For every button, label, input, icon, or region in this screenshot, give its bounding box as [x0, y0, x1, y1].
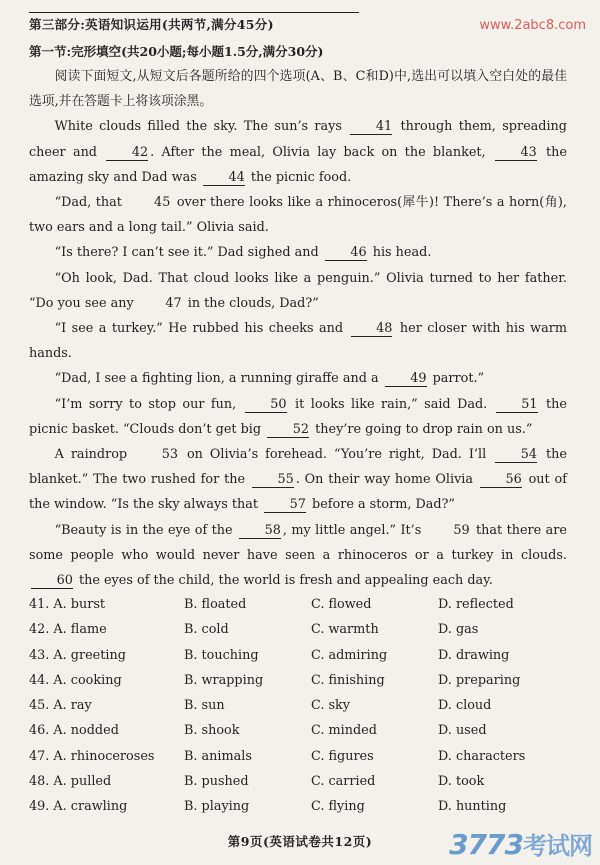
paragraph — [29, 392, 567, 442]
option-choice: B. shook — [184, 723, 240, 739]
passage-text: it looks like rain,” said Dad. — [288, 396, 494, 412]
passage-text: “I see a turkey.” He rubbed his cheeks and — [54, 321, 349, 337]
blank-41: 41 — [350, 120, 392, 135]
option-choice: C. admiring — [311, 647, 388, 663]
option-choice: 48. A. pulled — [29, 774, 112, 790]
blank-42: 42 — [106, 146, 148, 161]
option-choice: C. sky — [311, 698, 351, 714]
passage-text: , my little angel.” It’s — [282, 522, 426, 538]
option-choice: 47. A. rhinoceroses — [29, 748, 155, 764]
passage-text: . On their way home Olivia — [295, 472, 478, 488]
passage-text: parrot.” — [428, 371, 485, 387]
option-choice: D. hunting — [438, 799, 507, 815]
passage-text: A raindrop — [54, 447, 135, 463]
option-choice: B. floated — [184, 597, 247, 612]
option-row — [29, 769, 569, 794]
logo-number: 3773 — [449, 828, 523, 861]
passage-text: that there are some people who would never have seen a rhinoceros or a turkey in clouds. — [29, 522, 567, 563]
option-choice: 45. A. ray — [29, 698, 92, 714]
paragraph — [29, 114, 567, 190]
blank-44: 44 — [203, 171, 245, 186]
option-choice: 49. A. crawling — [29, 799, 128, 815]
passage-text: the blanket.” The two rushed for the — [29, 447, 567, 488]
paragraph — [29, 518, 567, 594]
sub-title: 第一节:完形填空(共20小题;每小题1.5分,满分30分) — [29, 44, 324, 59]
option-choice: C. flowed — [311, 597, 372, 612]
passage-text: out of the window. “Is the sky always that — [29, 472, 567, 513]
blank-48: 48 — [351, 322, 393, 337]
paragraph — [29, 316, 567, 366]
option-choice: 43. A. greeting — [29, 647, 126, 663]
option-choice: D. used — [438, 723, 487, 739]
blank-59: 59 — [453, 522, 470, 538]
option-choice: B. sun — [184, 698, 225, 714]
passage-text: her closer with his warm hands. — [29, 321, 567, 362]
option-row — [29, 794, 569, 819]
paragraph — [29, 442, 567, 518]
passage-text: . After the meal, Olivia lay back on the blanket, — [150, 144, 493, 160]
blank-53: 53 — [161, 447, 178, 463]
blank-57: 57 — [264, 498, 306, 513]
watermark-url: www.2abc8.com — [479, 18, 586, 33]
passage-text: “Beauty is in the eye of the — [54, 522, 237, 538]
passage-text: White clouds filled the sky. The sun’s rays — [54, 119, 349, 135]
options-list — [29, 592, 569, 820]
passage-text: the eyes of the child, the world is fresh and appealing each day. — [74, 573, 493, 589]
passage-text: through them, spreading cheer and — [29, 119, 567, 160]
blank-56: 56 — [480, 473, 522, 488]
instructions: 阅读下面短文,从短文后各题所给的四个选项(A、B、C和D)中,选出可以填入空白处的最佳选项,并在答题卡上将该项涂黑。 — [29, 69, 567, 110]
blank-49: 49 — [385, 372, 427, 387]
passage-text: “Is there? I can’t see it.” Dad sighed and — [54, 245, 323, 261]
option-choice: C. finishing — [311, 672, 385, 688]
page-footer: 第9页(英语试卷共12页) — [227, 834, 373, 849]
option-choice: B. pushed — [184, 774, 249, 790]
option-row — [29, 668, 569, 693]
passage-text: “Oh look, Dad. That cloud looks like a penguin.” Olivia turned to her father. “Do you see any — [29, 270, 567, 311]
blank-60: 60 — [31, 574, 73, 589]
passage-text: the picnic basket. “Clouds don’t get big — [29, 396, 567, 437]
passage-text: before a storm, Dad?” — [307, 497, 455, 513]
blank-52: 52 — [267, 423, 309, 438]
option-choice: D. preparing — [438, 672, 521, 688]
passage-text: they’re going to drop rain on us.” — [311, 421, 533, 437]
blank-55: 55 — [252, 473, 294, 488]
blank-51: 51 — [496, 398, 538, 413]
option-choice: B. cold — [184, 622, 229, 638]
blank-58: 58 — [239, 524, 281, 539]
option-choice: D. reflected — [438, 597, 514, 612]
passage-text: on Olivia’s forehead. “You’re right, Dad. I’ll — [179, 447, 494, 463]
section-title: 第三部分:英语知识运用(共两节,满分45分) — [29, 12, 359, 33]
option-choice: B. playing — [184, 799, 250, 815]
passage-text: over there looks like a rhinoceros(犀牛)! There’s a horn(角), two ears and a long tail.” Olivia said. — [29, 195, 567, 236]
option-choice: C. carried — [311, 774, 376, 790]
blank-46: 46 — [325, 246, 367, 261]
passage-text: the amazing sky and Dad was — [29, 144, 567, 185]
option-choice: B. wrapping — [184, 672, 264, 688]
option-choice: D. took — [438, 774, 485, 790]
blank-45: 45 — [154, 195, 171, 211]
paragraph — [29, 366, 567, 391]
option-row — [29, 693, 569, 718]
option-row — [29, 744, 569, 769]
paragraph — [29, 266, 567, 316]
blank-50: 50 — [245, 398, 287, 413]
paragraph — [29, 190, 567, 240]
option-choice: C. figures — [311, 748, 374, 764]
logo-text: 考试网 — [523, 832, 592, 860]
option-choice: D. gas — [438, 622, 479, 638]
passage-text: his head. — [368, 245, 432, 261]
option-choice: D. characters — [438, 748, 526, 764]
option-row — [29, 592, 569, 617]
option-choice: 41. A. burst — [29, 597, 106, 612]
blank-47: 47 — [165, 295, 182, 311]
blank-43: 43 — [495, 146, 537, 161]
option-choice: 44. A. cooking — [29, 672, 122, 688]
option-choice: D. cloud — [438, 698, 492, 714]
option-row — [29, 617, 569, 642]
passage-text: “Dad, that — [54, 195, 127, 211]
option-choice: B. touching — [184, 647, 259, 663]
option-choice: 46. A. nodded — [29, 723, 119, 739]
option-choice: C. minded — [311, 723, 377, 739]
option-row — [29, 643, 569, 668]
option-choice: C. flying — [311, 799, 365, 815]
option-choice: 42. A. flame — [29, 622, 107, 638]
passage-text: in the clouds, Dad?” — [183, 295, 319, 311]
passage-text: “I’m sorry to stop our fun, — [54, 396, 243, 412]
site-logo — [449, 826, 592, 861]
paragraph — [29, 240, 567, 265]
option-choice: B. animals — [184, 748, 252, 764]
option-row — [29, 718, 569, 743]
passage — [29, 64, 567, 593]
blank-54: 54 — [495, 448, 537, 463]
option-choice: D. drawing — [438, 647, 510, 663]
passage-text: the picnic food. — [246, 169, 352, 185]
option-choice: C. warmth — [311, 622, 379, 638]
passage-text: “Dad, I see a fighting lion, a running giraffe and a — [54, 371, 383, 387]
